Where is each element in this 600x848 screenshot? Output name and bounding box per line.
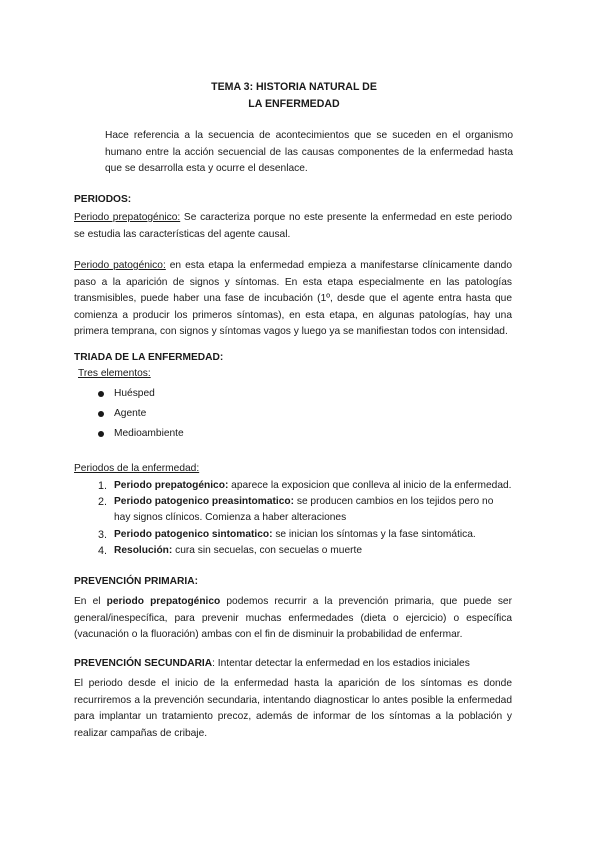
list-item [74,384,512,404]
list-item [74,424,512,444]
document-title [74,79,514,113]
triada-item-medioambiente: Medioambiente [114,428,184,439]
periodos-heading: PERIODOS: [74,194,132,205]
bullet-icon [98,411,104,417]
periodo-prepatogenico-text: Se caracteriza porque no este presente la enfermedad en este periodo se estudia las características del agente causal. [74,212,512,240]
intro-paragraph: Hace referencia a la secuencia de acontecimientos que se suceden en el organismo humano entre la acción secuencial de las causas componentes de la enfermedad hasta que se desarrolla esta y ocurre el desenlace. [105,130,513,175]
prevencion-primaria-paragraph: En el periodo prepatogénico podemos recurrir a la prevención primaria, que puede ser general/inespecífica, para prevenir muchas enfermedades (dieta o ejercicio) o específica (vacunación o la fluoración) ambas con el fin de disminuir la probabilidad de enfermar. [74,596,512,641]
periodos-enfermedad-list [74,478,512,559]
list-item: 1. Periodo prepatogénico: aparece la exposicion que conlleva al inicio de la enfermedad. [74,478,512,494]
tres-elementos-label: Tres elementos: [78,368,151,379]
periodos-enfermedad-heading: Periodos de la enfermedad: [74,463,200,474]
list-item: 4. Resolución: cura sin secuelas, con secuelas o muerte [74,543,512,559]
title-line-1: TEMA 3: HISTORIA NATURAL DE [211,81,377,93]
periodo-prepatogenico-term: Periodo prepatogénico: [74,212,181,223]
triada-item-agente: Agente [114,408,147,419]
periodo-patogenico-text: en esta etapa la enfermedad empieza a manifestarse clínicamente dando paso a la aparición de signos y síntomas. En esta etapa especialmente en las patologías transmisibles, puede haber una fase de incubación (1º, desde que el agente entra hasta que comienza a producir los primeros síntomas), en esta etapa, en algunas patologías, hay una primera temprana, con signos y síntomas vagos y luego ya se manifiestan todos con intensidad. [74,260,512,338]
list-item: 2. Periodo patogenico preasintomatico: se producen cambios en los tejidos pero no hay signos clínicos. Comienza a haber alteraciones [98,496,494,524]
list-item [74,404,512,424]
periodo-prepatogenico-paragraph [74,210,512,243]
item-number: 4. [98,544,108,557]
list-item: 3. Periodo patogenico sintomatico: se inician los síntomas y la fase sintomática. [74,527,512,543]
triada-heading: TRIADA DE LA ENFERMEDAD: [74,352,224,363]
prevencion-secundaria-heading: PREVENCIÓN SECUNDARIA [74,658,213,669]
triada-subheading [78,366,516,383]
item-number: 1. [98,480,108,492]
bullet-icon [98,431,104,437]
bullet-icon [98,391,104,397]
periodo-patogenico-paragraph [74,258,512,341]
periodo-patogenico-term: Periodo patogénico: [74,260,166,271]
prevencion-primaria-heading: PREVENCIÓN PRIMARIA: [74,576,198,587]
triada-item-huesped: Huésped [114,388,155,399]
prevencion-secundaria-paragraph: El periodo desde el inicio de la enfermedad hasta la aparición de los síntomas es donde recurriremos a la prevención secundaria, intentando diagnosticar lo antes posible la enfermedad para implantar un tratamiento precoz, además de informar de los síntomas a la población y realizar campañas de cribaje. [74,678,512,739]
prevencion-secundaria-heading-line: PREVENCIÓN SECUNDARIA: Intentar detectar la enfermedad en los estadios iniciales [74,658,470,669]
triada-list [74,384,512,444]
item-number: 2. [98,496,108,509]
title-line-2: LA ENFERMEDAD [248,98,340,110]
item-number: 3. [98,528,108,541]
